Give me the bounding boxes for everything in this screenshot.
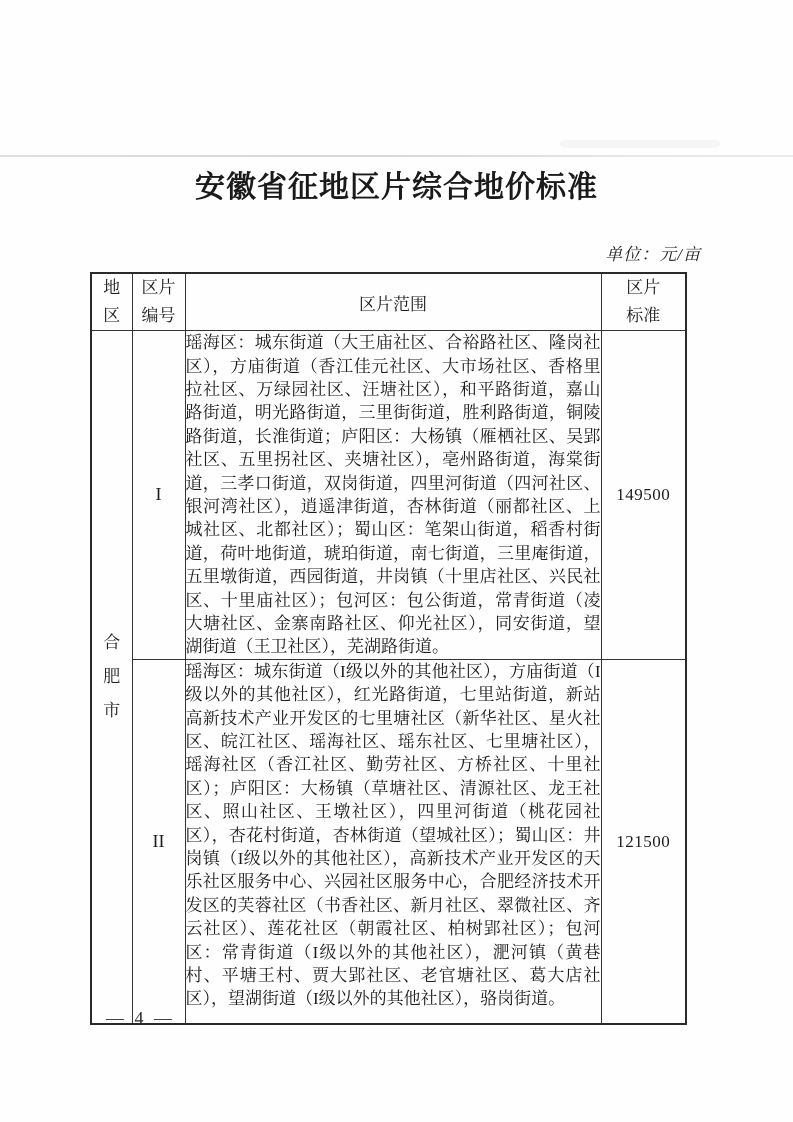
zone-standard-cell: 149500 (601, 331, 686, 660)
header-zone-standard-label: 区片标准 (626, 278, 661, 326)
zone-number-cell: I (132, 331, 185, 660)
region-name: 合肥市 (103, 633, 121, 721)
scan-smudge-artifact (560, 140, 720, 148)
document-title: 安徽省征地区片综合地价标准 (195, 171, 598, 204)
scan-line-artifact (0, 155, 793, 157)
land-price-table (90, 272, 687, 1025)
table-header-row (91, 273, 686, 331)
zone-scope-cell: 瑶海区：城东街道（I级以外的其他社区），方庙街道（I级以外的其他社区），红光路街道，七里站街道，新站高新技术产业开发区的七里塘社区（新华社区、星火社区、皖江社区、瑶海社区、瑶东社区、七里塘社区），瑶海社区（香江社区、勤劳社区、方桥社区、十里社区）；庐阳区：大杨镇（草塘社区、清源社区、龙王社区、照山社区、王墩社区），四里河街道（桃花园社区），杏花村街道，杏林街道（望城社区）；蜀山区：井岗镇（I级以外的其他社区），高新技术产业开发区的天乐社区服务中心、兴园社区服务中心，合肥经济技术开发区的芙蓉社区（书香社区、新月社区、翠微社区、齐云社区）、莲花社区（朝霞社区、柏树郢社区）；包河区：常青街道（I级以外的其他社区），淝河镇（黄巷村、平塘王村、贾大郢社区、老官塘社区、葛大店社区），望湖街道（I级以外的其他社区），骆岗街道。 (185, 659, 601, 1024)
header-region-label: 地区 (103, 278, 121, 326)
header-zone-scope-label: 区片范围 (359, 294, 427, 314)
unit-note: 单位：元/亩 (605, 245, 701, 264)
zone-scope-cell: 瑶海区：城东街道（大王庙社区、合裕路社区、隆岗社区），方庙街道（香江佳元社区、大市场社区、香格里拉社区、万绿园社区、汪塘社区），和平路街道，嘉山路街道，明光路街道，三里街街道，胜利路街道，铜陵路街道，长淮街道；庐阳区：大杨镇（雁栖社区、吴郢社区、五里拐社区、夹塘社区），亳州路街道，海棠街道，三孝口街道，双岗街道，四里河街道（四河社区、银河湾社区），逍遥津街道，杏林街道（丽都社区、上城社区、北都社区）；蜀山区：笔架山街道，稻香村街道，荷叶地街道，琥珀街道，南七街道，三里庵街道，五里墩街道，西园街道，井岗镇（十里店社区、兴民社区、十里庙社区）；包河区：包公街道，常青街道（凌大塘社区、金寨南路社区、仰光社区），同安街道，望湖街道（王卫社区），芜湖路街道。 (185, 331, 601, 660)
header-zone-number-label: 区片编号 (141, 278, 176, 326)
zone-number-cell: II (132, 659, 185, 1024)
zone-standard-cell: 121500 (601, 659, 686, 1024)
table-row (91, 659, 686, 1024)
header-zone-standard (601, 273, 686, 331)
header-zone-scope (185, 273, 601, 331)
region-cell (91, 331, 132, 1025)
header-region (91, 273, 132, 331)
page-number: — 4 — (106, 1008, 175, 1028)
table-row (91, 331, 686, 660)
header-zone-number (132, 273, 185, 331)
